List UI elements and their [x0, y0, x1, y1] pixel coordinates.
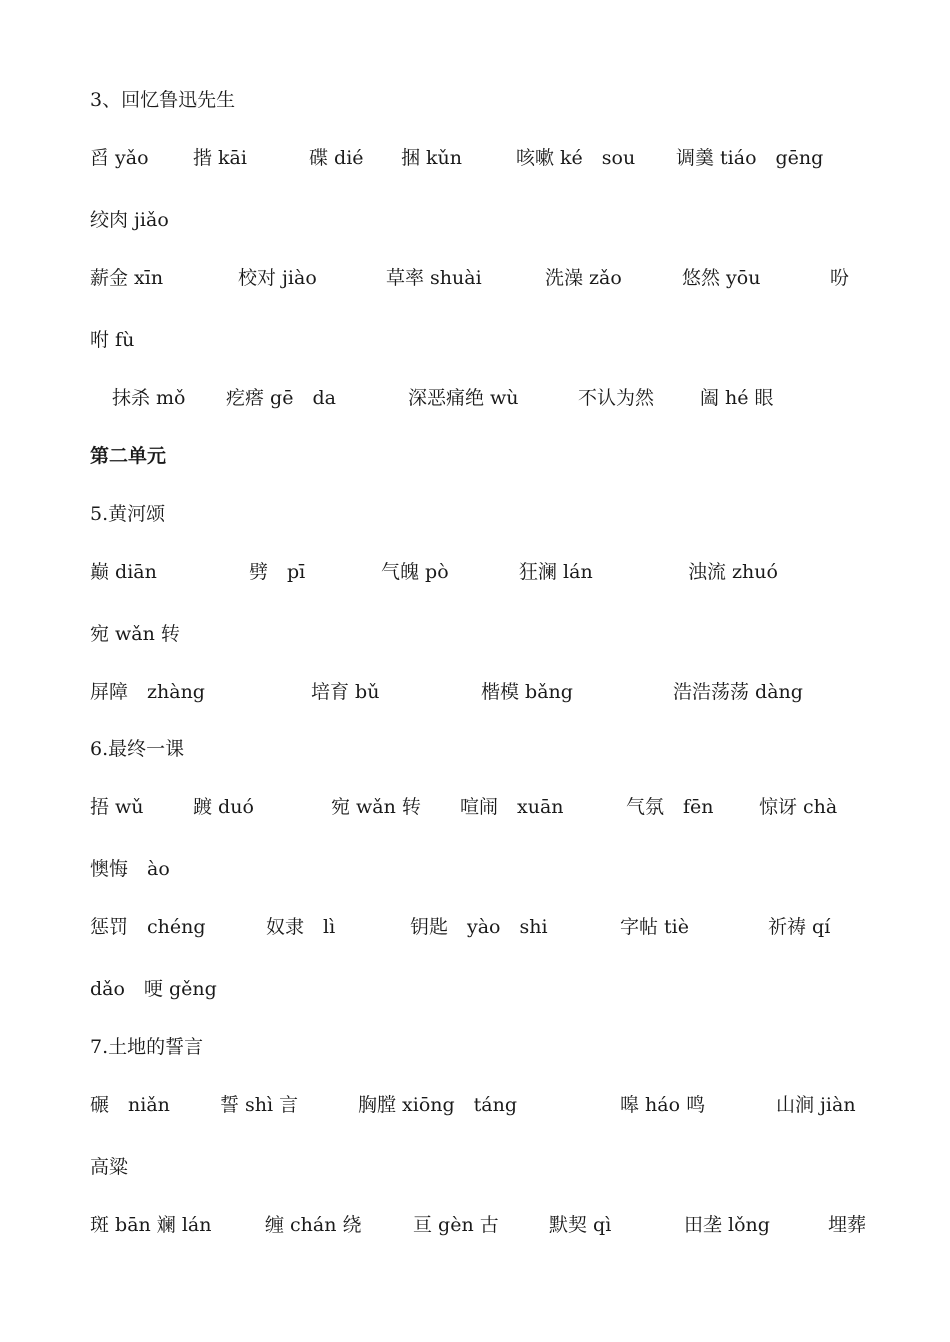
vocab-item: 薪金 xīn — [90, 267, 164, 289]
vocab-item: 培育 bǔ — [311, 681, 380, 703]
vocab-item: 屏障 zhàng — [90, 681, 205, 703]
vocab-item: 喧闹 xuān — [460, 796, 564, 818]
vocab-item: 嗥 háo 鸣 — [620, 1094, 706, 1116]
vocab-item: 浊流 zhuó — [688, 561, 778, 583]
vocab-item: 洗澡 zǎo — [545, 267, 622, 289]
vocab-line — [0, 675, 950, 709]
vocab-item: 懊悔 ào — [90, 858, 170, 880]
unit-heading — [0, 439, 950, 473]
vocab-line — [0, 790, 950, 824]
text-segment: 7.土地的誓言 — [90, 1036, 204, 1058]
vocab-item: 吩 — [830, 267, 850, 289]
vocab-line — [0, 617, 950, 651]
text-segment: 第二单元 — [90, 445, 167, 467]
vocab-item: 劈 pī — [249, 561, 306, 583]
vocab-line — [0, 323, 950, 357]
vocab-line — [0, 852, 950, 886]
vocab-item: dǎo 哽 gěng — [90, 978, 217, 1000]
vocab-item: 宛 wǎn 转 — [331, 796, 421, 818]
vocab-line — [0, 203, 950, 237]
section-title — [0, 1030, 950, 1064]
vocab-item: 楷模 bǎng — [481, 681, 573, 703]
vocab-item: 胸膛 xiōng táng — [358, 1094, 518, 1116]
vocab-item: 咳嗽 ké sou — [516, 147, 636, 169]
vocab-item: 山涧 jiàn — [776, 1094, 856, 1116]
vocab-item: 绞肉 jiǎo — [90, 209, 169, 231]
vocab-item: 气氛 fēn — [626, 796, 714, 818]
vocab-item: 字帖 tiè — [620, 916, 689, 938]
vocab-item: 碟 dié — [309, 147, 364, 169]
vocab-line — [0, 141, 950, 175]
vocab-item: 气魄 pò — [381, 561, 449, 583]
vocab-item: 疙瘩 gē da — [226, 387, 336, 409]
text-segment: 6.最终一课 — [90, 738, 185, 760]
section-title — [0, 497, 950, 531]
vocab-item: 不认为然 — [578, 387, 655, 409]
vocab-item: 捆 kǔn — [401, 147, 463, 169]
vocab-item: 碾 niǎn — [90, 1094, 170, 1116]
vocab-item: 浩浩荡荡 dàng — [673, 681, 803, 703]
vocab-item: 捂 wǔ — [90, 796, 144, 818]
vocab-item: 惊讶 chà — [759, 796, 838, 818]
vocab-item: 巅 diān — [90, 561, 157, 583]
vocab-item: 奴隶 lì — [266, 916, 336, 938]
vocab-line — [0, 381, 950, 415]
vocab-item: 钥匙 yào shi — [410, 916, 548, 938]
vocab-line — [0, 910, 950, 944]
vocab-line — [0, 555, 950, 589]
vocab-item: 深恶痛绝 wù — [408, 387, 519, 409]
vocab-line — [0, 1150, 950, 1184]
vocab-item: 惩罚 chéng — [90, 916, 206, 938]
vocab-item: 咐 fù — [90, 329, 135, 351]
vocab-item: 抹杀 mǒ — [112, 387, 186, 409]
vocab-item: 高粱 — [90, 1156, 129, 1178]
section-title — [0, 732, 950, 766]
section-title — [0, 83, 950, 117]
vocab-item: 悠然 yōu — [682, 267, 761, 289]
vocab-item: 誓 shì 言 — [220, 1094, 299, 1116]
vocab-line — [0, 1208, 950, 1242]
vocab-item: 狂澜 lán — [519, 561, 593, 583]
vocab-line — [0, 1088, 950, 1122]
vocab-item: 默契 qì — [549, 1214, 612, 1236]
vocab-item: 舀 yǎo — [90, 147, 149, 169]
vocab-item: 埋葬 — [828, 1214, 867, 1236]
vocab-item: 斑 bān 斓 lán — [90, 1214, 212, 1236]
vocab-item: 田垄 lǒng — [684, 1214, 770, 1236]
text-segment: 5.黄河颂 — [90, 503, 166, 525]
vocab-item: 揩 kāi — [193, 147, 247, 169]
vocab-item: 亘 gèn 古 — [413, 1214, 499, 1236]
text-segment: 3、回忆鲁迅先生 — [90, 89, 236, 111]
vocab-item: 祈祷 qí — [768, 916, 831, 938]
vocab-item: 校对 jiào — [238, 267, 317, 289]
vocab-line — [0, 261, 950, 295]
vocab-item: 阖 hé 眼 — [700, 387, 774, 409]
vocab-item: 草率 shuài — [386, 267, 482, 289]
vocab-item: 调羹 tiáo gēng — [676, 147, 824, 169]
vocab-item: 缠 chán 绕 — [265, 1214, 362, 1236]
vocab-item: 宛 wǎn 转 — [90, 623, 180, 645]
vocab-line — [0, 972, 950, 1006]
vocab-item: 踱 duó — [193, 796, 254, 818]
